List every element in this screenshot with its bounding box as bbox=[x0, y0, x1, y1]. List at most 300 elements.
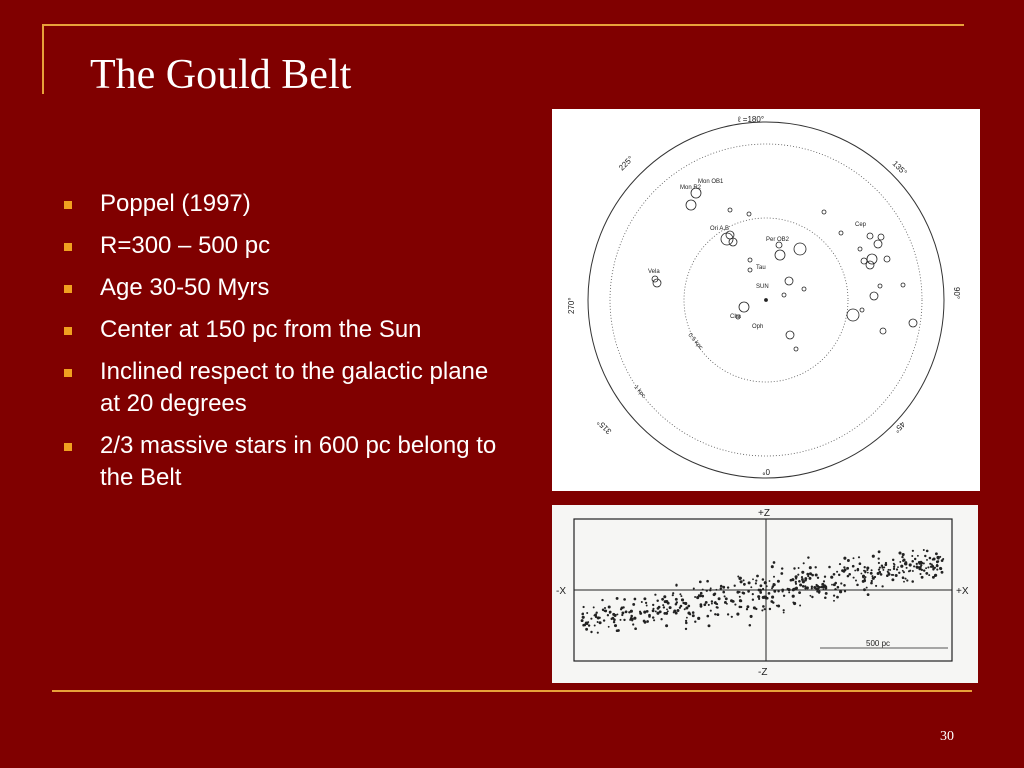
star-point bbox=[889, 569, 891, 571]
association-circle bbox=[748, 268, 752, 272]
star-point bbox=[841, 569, 844, 572]
star-point bbox=[921, 569, 923, 571]
star-point bbox=[926, 559, 928, 561]
star-point bbox=[762, 605, 765, 608]
star-point bbox=[777, 580, 780, 583]
star-point bbox=[935, 552, 938, 555]
star-point bbox=[903, 559, 906, 562]
star-point bbox=[762, 596, 765, 599]
angle-label-270: 270° bbox=[567, 297, 576, 314]
star-point bbox=[798, 591, 801, 594]
star-point bbox=[714, 592, 717, 595]
star-point bbox=[795, 583, 797, 585]
association-circle bbox=[884, 256, 890, 262]
star-point bbox=[846, 567, 849, 570]
star-point bbox=[825, 587, 827, 589]
star-point bbox=[761, 609, 763, 611]
star-point bbox=[862, 576, 864, 578]
star-point bbox=[597, 632, 599, 634]
star-point bbox=[614, 614, 617, 617]
region-label-cep: Cep bbox=[855, 222, 867, 228]
star-point bbox=[675, 584, 677, 586]
frame-left-line bbox=[42, 24, 44, 94]
association-circle bbox=[874, 240, 882, 248]
star-point bbox=[722, 591, 725, 594]
star-point bbox=[909, 563, 912, 566]
star-point bbox=[752, 578, 754, 580]
star-point bbox=[795, 587, 798, 590]
star-point bbox=[809, 577, 812, 580]
star-point bbox=[839, 590, 842, 593]
star-point bbox=[791, 578, 794, 581]
star-point bbox=[877, 572, 880, 575]
star-point bbox=[720, 585, 723, 588]
star-point bbox=[679, 607, 681, 609]
star-point bbox=[856, 584, 859, 587]
star-point bbox=[917, 555, 919, 557]
star-point bbox=[694, 596, 696, 598]
star-point bbox=[855, 580, 857, 582]
star-point bbox=[893, 568, 895, 570]
star-point bbox=[581, 619, 584, 622]
star-point bbox=[699, 594, 702, 597]
star-point bbox=[653, 619, 655, 621]
star-point bbox=[923, 549, 925, 551]
association-circles bbox=[652, 188, 917, 351]
star-point bbox=[646, 605, 648, 607]
star-point bbox=[863, 579, 866, 582]
star-point bbox=[815, 566, 817, 568]
star-point bbox=[864, 570, 866, 572]
star-point bbox=[768, 592, 771, 595]
star-point bbox=[614, 624, 617, 627]
star-point bbox=[801, 576, 803, 578]
star-point bbox=[803, 562, 805, 564]
star-point bbox=[632, 603, 635, 606]
star-point bbox=[714, 613, 716, 615]
star-point bbox=[834, 582, 837, 585]
star-point bbox=[892, 574, 894, 576]
star-point bbox=[758, 589, 761, 592]
region-label-tau: Tau bbox=[756, 265, 766, 271]
star-point bbox=[857, 568, 859, 570]
association-circle bbox=[847, 309, 859, 321]
bullet-marker bbox=[64, 369, 72, 377]
star-point bbox=[859, 562, 862, 565]
star-point bbox=[901, 556, 903, 558]
star-point bbox=[613, 621, 615, 623]
bullet-text: 2/3 massive stars in 600 pc belong to the Belt bbox=[100, 432, 497, 491]
star-point bbox=[700, 605, 703, 608]
star-point bbox=[625, 610, 627, 612]
star-point bbox=[866, 569, 868, 571]
star-point bbox=[918, 566, 921, 569]
scale-label: 500 pc bbox=[866, 639, 891, 648]
angle-label-315: 315° bbox=[595, 417, 614, 436]
star-point bbox=[584, 624, 586, 626]
slide-title: The Gould Belt bbox=[90, 52, 352, 98]
star-point bbox=[894, 564, 896, 566]
star-point bbox=[722, 586, 725, 589]
star-point bbox=[582, 616, 585, 619]
star-point bbox=[685, 620, 687, 622]
star-point bbox=[727, 586, 729, 588]
sun-marker bbox=[765, 299, 768, 302]
star-point bbox=[660, 618, 662, 620]
star-point bbox=[643, 597, 646, 600]
bullet-item bbox=[62, 230, 512, 262]
star-point bbox=[708, 604, 710, 606]
star-point bbox=[669, 606, 672, 609]
star-point bbox=[711, 600, 713, 602]
star-point bbox=[916, 565, 918, 567]
star-point bbox=[715, 602, 717, 604]
star-point bbox=[900, 565, 903, 568]
star-point bbox=[727, 613, 729, 615]
star-point bbox=[795, 581, 797, 583]
star-point bbox=[921, 576, 924, 579]
star-point bbox=[853, 577, 855, 579]
star-point bbox=[731, 616, 733, 618]
star-point bbox=[895, 574, 898, 577]
star-point bbox=[871, 569, 873, 571]
star-point bbox=[896, 568, 898, 570]
star-point bbox=[586, 612, 588, 614]
bullet-list bbox=[62, 188, 512, 504]
bullet-marker bbox=[64, 201, 72, 209]
star-point bbox=[667, 602, 670, 605]
star-point bbox=[673, 609, 676, 612]
star-point bbox=[831, 584, 833, 586]
star-point bbox=[742, 592, 745, 595]
star-point bbox=[830, 576, 833, 579]
star-point bbox=[939, 567, 942, 570]
association-circle bbox=[782, 293, 786, 297]
star-point bbox=[804, 579, 807, 582]
star-point bbox=[718, 597, 721, 600]
association-circle bbox=[878, 284, 882, 288]
star-point bbox=[743, 584, 745, 586]
star-point bbox=[740, 580, 743, 583]
association-circle bbox=[728, 208, 732, 212]
star-point bbox=[610, 618, 612, 620]
association-circle bbox=[802, 287, 806, 291]
star-point bbox=[780, 572, 783, 575]
star-point bbox=[692, 611, 695, 614]
star-point bbox=[936, 569, 938, 571]
star-point bbox=[802, 585, 805, 588]
association-circle bbox=[785, 277, 793, 285]
star-point bbox=[875, 585, 877, 587]
star-point bbox=[662, 604, 664, 606]
star-point bbox=[870, 572, 873, 575]
star-point bbox=[777, 590, 779, 592]
star-point bbox=[902, 576, 905, 579]
star-point bbox=[586, 622, 589, 625]
association-circle bbox=[822, 210, 826, 214]
star-point bbox=[699, 581, 702, 584]
association-circle bbox=[866, 261, 874, 269]
star-point bbox=[694, 621, 696, 623]
star-point bbox=[596, 612, 598, 614]
star-point bbox=[748, 581, 751, 584]
star-point bbox=[724, 595, 726, 597]
angle-label-180: ℓ =180° bbox=[738, 115, 765, 124]
star-point bbox=[792, 595, 795, 598]
star-point bbox=[770, 600, 773, 603]
star-point bbox=[608, 626, 610, 628]
star-point bbox=[740, 606, 742, 608]
star-point bbox=[836, 571, 838, 573]
star-point bbox=[639, 611, 641, 613]
bullet-item bbox=[62, 430, 512, 494]
association-circle bbox=[880, 328, 886, 334]
star-point bbox=[843, 557, 846, 560]
star-point bbox=[622, 606, 624, 608]
slide-number: 30 bbox=[940, 729, 954, 744]
star-point bbox=[666, 608, 668, 610]
star-point bbox=[833, 594, 835, 596]
angle-label-0: 0° bbox=[762, 467, 770, 476]
star-point bbox=[878, 557, 880, 559]
star-point bbox=[822, 586, 825, 589]
star-point bbox=[918, 562, 921, 565]
star-point bbox=[740, 600, 742, 602]
bullet-item bbox=[62, 272, 512, 304]
star-point bbox=[927, 566, 929, 568]
star-point bbox=[621, 611, 624, 614]
star-point bbox=[836, 596, 839, 599]
star-point bbox=[620, 619, 622, 621]
star-point bbox=[783, 612, 785, 614]
bullet-item bbox=[62, 356, 512, 420]
association-circle bbox=[870, 292, 878, 300]
star-point bbox=[926, 550, 929, 553]
star-point bbox=[773, 561, 776, 564]
star-point bbox=[847, 559, 850, 562]
star-point bbox=[793, 602, 796, 605]
star-point bbox=[824, 576, 826, 578]
star-point bbox=[599, 621, 602, 624]
star-point bbox=[696, 596, 699, 599]
star-point bbox=[739, 591, 741, 593]
ring-label-outer: 1 kpc bbox=[632, 384, 647, 400]
star-point bbox=[766, 585, 768, 587]
star-points bbox=[581, 549, 945, 634]
star-point bbox=[759, 591, 762, 594]
star-point bbox=[720, 587, 722, 589]
star-point bbox=[911, 555, 913, 557]
star-point bbox=[893, 566, 895, 568]
star-point bbox=[902, 553, 905, 556]
star-point bbox=[663, 595, 666, 598]
star-point bbox=[813, 586, 816, 589]
star-point bbox=[616, 613, 618, 615]
star-point bbox=[711, 603, 713, 605]
bullet-item bbox=[62, 188, 512, 220]
star-point bbox=[811, 574, 814, 577]
star-point bbox=[806, 586, 809, 589]
star-point bbox=[777, 605, 780, 608]
star-point bbox=[903, 581, 905, 583]
star-point bbox=[781, 588, 784, 591]
star-point bbox=[708, 624, 711, 627]
star-point bbox=[686, 617, 688, 619]
star-point bbox=[747, 590, 750, 593]
star-point bbox=[781, 567, 783, 569]
star-point bbox=[771, 596, 774, 599]
star-point bbox=[654, 594, 656, 596]
star-point bbox=[887, 572, 889, 574]
star-point bbox=[923, 569, 925, 571]
star-point bbox=[582, 613, 584, 615]
star-point bbox=[871, 580, 873, 582]
star-point bbox=[685, 628, 687, 630]
association-circle bbox=[794, 243, 806, 255]
star-point bbox=[863, 588, 866, 591]
star-point bbox=[799, 605, 801, 607]
star-point bbox=[882, 569, 884, 571]
star-point bbox=[858, 556, 860, 558]
star-point bbox=[684, 608, 686, 610]
star-point bbox=[756, 575, 759, 578]
bullet-marker bbox=[64, 443, 72, 451]
association-circle bbox=[686, 200, 696, 210]
star-point bbox=[762, 578, 765, 581]
association-circle bbox=[867, 254, 877, 264]
star-point bbox=[783, 609, 785, 611]
star-point bbox=[824, 596, 827, 599]
star-point bbox=[629, 619, 631, 621]
star-point bbox=[837, 586, 840, 589]
star-point bbox=[676, 601, 678, 603]
star-point bbox=[864, 566, 866, 568]
star-point bbox=[746, 605, 749, 608]
star-point bbox=[925, 572, 928, 575]
star-point bbox=[860, 573, 862, 575]
star-point bbox=[663, 606, 665, 608]
star-point bbox=[613, 618, 616, 621]
star-point bbox=[590, 631, 592, 633]
star-point bbox=[706, 590, 708, 592]
star-point bbox=[885, 562, 887, 564]
star-point bbox=[795, 575, 798, 578]
star-point bbox=[911, 560, 914, 563]
star-point bbox=[825, 592, 828, 595]
star-point bbox=[680, 595, 682, 597]
star-point bbox=[634, 598, 637, 601]
star-point bbox=[881, 566, 883, 568]
region-label-cha: Cha bbox=[730, 314, 742, 320]
star-point bbox=[593, 606, 595, 608]
star-point bbox=[783, 595, 785, 597]
star-point bbox=[646, 610, 649, 613]
star-point bbox=[843, 584, 846, 587]
star-point bbox=[892, 559, 894, 561]
star-point bbox=[788, 588, 791, 591]
star-point bbox=[630, 610, 633, 613]
star-point bbox=[652, 604, 654, 606]
star-point bbox=[737, 575, 739, 577]
star-point bbox=[853, 557, 855, 559]
star-point bbox=[604, 610, 606, 612]
association-circle bbox=[775, 250, 785, 260]
association-circle bbox=[747, 212, 751, 216]
region-label-per-ob2: Per OB2 bbox=[766, 237, 790, 243]
star-point bbox=[798, 567, 800, 569]
star-point bbox=[888, 569, 890, 571]
star-point bbox=[806, 573, 809, 576]
star-point bbox=[828, 566, 831, 569]
association-circle bbox=[748, 258, 752, 262]
star-point bbox=[793, 567, 795, 569]
star-point bbox=[811, 596, 813, 598]
star-point bbox=[807, 556, 809, 558]
star-point bbox=[904, 562, 907, 565]
star-point bbox=[623, 619, 625, 621]
star-point bbox=[934, 575, 936, 577]
star-point bbox=[716, 606, 718, 608]
star-point bbox=[725, 597, 728, 600]
star-point bbox=[594, 614, 597, 617]
star-point bbox=[681, 598, 684, 601]
star-point bbox=[906, 567, 908, 569]
star-point bbox=[749, 624, 752, 627]
star-point bbox=[655, 610, 657, 612]
star-point bbox=[773, 583, 776, 586]
star-point bbox=[750, 615, 753, 618]
star-point bbox=[709, 589, 711, 591]
star-point bbox=[746, 608, 748, 610]
star-point bbox=[914, 558, 916, 560]
star-point bbox=[798, 580, 801, 583]
star-point bbox=[632, 618, 634, 620]
star-point bbox=[833, 600, 835, 602]
angle-label-225: 225° bbox=[617, 154, 636, 173]
star-point bbox=[867, 572, 869, 574]
star-point bbox=[715, 589, 717, 591]
bullet-marker bbox=[64, 285, 72, 293]
axis-label-minus-x: -X bbox=[556, 586, 566, 597]
star-point bbox=[617, 629, 620, 632]
star-point bbox=[929, 557, 932, 560]
star-point bbox=[608, 605, 611, 608]
association-circle bbox=[861, 258, 867, 264]
star-point bbox=[801, 578, 804, 581]
star-point bbox=[912, 570, 914, 572]
axis-label-minus-z: -Z bbox=[758, 667, 768, 678]
star-point bbox=[925, 567, 927, 569]
bullet-text: Age 30-50 Myrs bbox=[100, 274, 270, 301]
star-point bbox=[809, 566, 812, 569]
star-point bbox=[816, 585, 819, 588]
angle-label-45: 45° bbox=[892, 419, 907, 435]
star-point bbox=[616, 597, 619, 600]
star-point bbox=[762, 588, 764, 590]
star-point bbox=[656, 600, 658, 602]
star-point bbox=[706, 615, 709, 618]
star-point bbox=[932, 558, 934, 560]
star-point bbox=[700, 592, 703, 595]
star-point bbox=[657, 607, 660, 610]
star-point bbox=[752, 593, 754, 595]
star-point bbox=[880, 573, 883, 576]
star-point bbox=[909, 570, 911, 572]
star-point bbox=[912, 550, 914, 552]
ring-label-inner: 0.5 kpc bbox=[686, 332, 704, 352]
star-point bbox=[852, 565, 855, 568]
bullet-item bbox=[62, 314, 512, 346]
